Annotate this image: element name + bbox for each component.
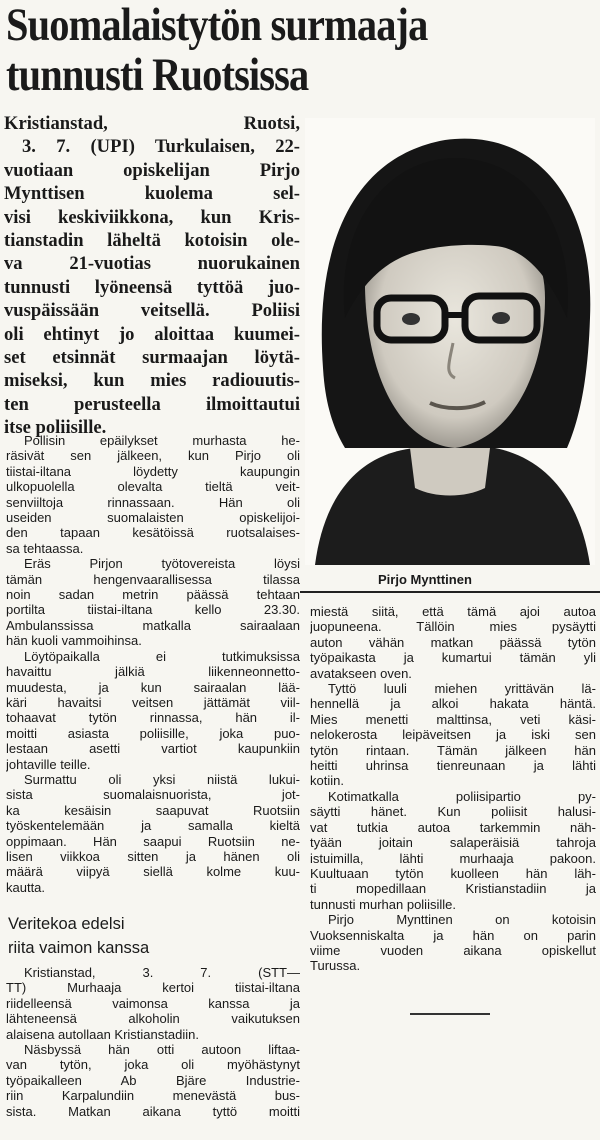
text-line: moitti asiasta poliisille, joka puo- xyxy=(6,725,300,741)
text-line: määrä viipyä siellä kolme kuu- xyxy=(6,864,300,880)
text-line: ka kesäisin saapuvat Ruotsiin xyxy=(6,802,300,818)
headline xyxy=(6,0,513,100)
text-line: TT) Murhaaja kertoi tiistai-iltana xyxy=(6,980,300,996)
text-line: Tyttö luuli miehen yrittävän lä- xyxy=(328,681,596,697)
text-line: tiistai-iltana löydetty kaupungin xyxy=(6,463,300,479)
text-line: Eräs Pirjon työtovereista löysi xyxy=(24,556,300,572)
text-line: tytön rintaan. Tämän jälkeen hän xyxy=(310,742,596,758)
headline-line-1: Suomalaistytön surmaaja xyxy=(6,0,428,51)
text-line: Turussa. xyxy=(310,958,361,974)
portrait-illustration xyxy=(305,118,595,565)
text-line: tyään joitain salaperäisiä tahroja xyxy=(310,835,596,851)
text-line: käri havaitsi veitsen jättämät viil- xyxy=(6,694,300,710)
text-line: tianstadin läheltä kotoisin ole- xyxy=(4,230,300,252)
text-line: sista. Matkan aikana tyttö moitti xyxy=(6,1103,300,1119)
text-line: ten perusteella ilmoittautui xyxy=(4,393,300,415)
text-line: van tytön, joka oli myöhästynyt xyxy=(6,1057,300,1073)
text-line: miestä siitä, että tämä ajoi autoa xyxy=(310,604,596,619)
text-line: nelokerosta leipäveitsen ja iski sen xyxy=(310,727,596,743)
text-line: auton vähän matkan päässä tytön xyxy=(310,634,596,650)
text-line: oli ehtinyt jo aloittaa kuumei- xyxy=(4,323,300,345)
text-line: va 21-vuotias nuorukainen xyxy=(4,253,300,275)
text-line: muudesta, ja kun sairaalan lää- xyxy=(6,679,300,695)
text-line: lestaan asetti vartiot kaupunkiin xyxy=(6,741,300,757)
text-line: alaisena autollaan Kristianstadiin. xyxy=(6,1026,199,1042)
text-line: hän kuoli vammoihinsa. xyxy=(6,633,142,649)
text-line: Löytöpaikalla ei tutkimuksissa xyxy=(24,648,300,664)
text-line: Kristianstad, Ruotsi, xyxy=(4,113,300,134)
right-column xyxy=(310,604,596,974)
portrait-photo xyxy=(305,118,595,565)
text-line: viime vuoden aikana opiskellut xyxy=(310,942,596,958)
text-line: itse poliisille. xyxy=(4,417,107,439)
text-line: sista suomalaisnuorista, jot- xyxy=(6,787,300,803)
text-line: hennellä ja alkoi hakata häntä. xyxy=(310,696,596,712)
text-line: tunnusti murhan poliisille. xyxy=(310,896,456,912)
end-rule xyxy=(410,1013,490,1015)
text-line: Ambulanssissa matkalla sairaalaan xyxy=(6,617,300,633)
text-line: tohaavat tytön rinnassa, hän il- xyxy=(6,710,300,726)
text-line: oppimaan. Hän saapui Ruotsiin ne- xyxy=(6,833,300,849)
text-line: ti mopedillaan Kristianstadiin ja xyxy=(310,881,596,897)
text-line: miseksi, kun mies radiouutis- xyxy=(4,370,300,392)
text-line: riidelleensä vaimonsa kanssa ja xyxy=(6,995,300,1011)
text-line: den tapaan kesätöissä ruotsalaises- xyxy=(6,525,300,541)
subheading xyxy=(8,912,298,960)
text-line: lisen viikkoa sitten ja hänen oli xyxy=(6,848,300,864)
headline-line-2: tunnusti Ruotsissa xyxy=(6,49,309,101)
text-line: Näsbyssä hän otti autoon liftaa- xyxy=(24,1042,300,1058)
text-line: havaittu jälkiä liikenneonnetto- xyxy=(6,664,300,680)
text-line: senviiltoja rinnassaan. Hän oli xyxy=(6,494,300,510)
text-line: vat tutkia autoa tarkemmin näh- xyxy=(310,819,596,835)
text-line: set etsinnät surmaajan löytä- xyxy=(4,347,300,369)
text-line: kautta. xyxy=(6,879,46,895)
text-line: vuotiaan opiskelijan Pirjo xyxy=(4,159,300,181)
text-line: sa tehtaassa. xyxy=(6,540,84,556)
text-line: Mynttisen kuolema sel- xyxy=(4,183,300,205)
text-line: työpaikasta ja kumartui tämän yli xyxy=(310,650,596,666)
text-line: riin Karpalundiin menevästä bus- xyxy=(6,1088,300,1104)
text-line: juopuneena. Tällöin mies pysäytti xyxy=(310,619,596,635)
second-section xyxy=(6,965,300,1119)
text-line: ulkopuolella olevalta tieltä veit- xyxy=(6,479,300,495)
text-line: räsivät sen jälkeen, kun Pirjo oli xyxy=(6,448,300,464)
text-line: työpaikalleen Ab Bjäre Industrie- xyxy=(6,1072,300,1088)
text-line: Kristianstad, 3. 7. (STT— xyxy=(24,965,300,980)
text-line: Pirjo Mynttinen on kotoisin xyxy=(328,912,596,928)
subheading-line-1: Veritekoa edelsi xyxy=(8,915,125,933)
photo-caption: Pirjo Mynttinen xyxy=(378,572,472,587)
text-line: säytti hänet. Kun poliisit halusi- xyxy=(310,804,596,820)
text-line: tämän hengenvaarallisessa tilassa xyxy=(6,571,300,587)
text-line: avatakseen oven. xyxy=(310,665,412,681)
text-line: noin sadan metrin päässä tehtaan xyxy=(6,587,300,603)
text-line: 3. 7. (UPI) Turkulaisen, 22- xyxy=(22,136,300,158)
text-line: visi keskiviikkona, kun Kris- xyxy=(4,206,300,228)
column-divider xyxy=(300,591,600,593)
text-line: istuimilla, lähti murhaaja pakoon. xyxy=(310,850,596,866)
text-line: Vuoksenniskalta ja hän on parin xyxy=(310,927,596,943)
left-column xyxy=(6,433,300,895)
text-line: tunnusti lyöneensä tyttöä juo- xyxy=(4,276,300,298)
text-line: johtaville teille. xyxy=(6,756,91,772)
text-line: useiden suomalaisten opiskelijoi- xyxy=(6,510,300,526)
subheading-line-2: riita vaimon kanssa xyxy=(8,939,150,957)
text-line: Kuultuaan tytön kuolleen hän läh- xyxy=(310,865,596,881)
text-line: portilta tiistai-iltana kello 23.30. xyxy=(6,602,300,618)
text-line: työskentelemään ja samalla kieltä xyxy=(6,818,300,834)
text-line: kotiin. xyxy=(310,773,344,789)
text-line: Surmattu oli yksi niistä lukui- xyxy=(24,771,300,787)
text-line: heitti uhrinsa tienreunaan ja lähti xyxy=(310,758,596,774)
text-line: Mies menetti malttinsa, veti käsi- xyxy=(310,711,596,727)
text-line: Kotimatkalla poliisipartio py- xyxy=(328,788,596,804)
text-line: vuspäissään veitsellä. Poliisi xyxy=(4,300,300,322)
text-line: Pollisin epäilykset murhasta he- xyxy=(24,433,300,448)
lede-paragraph xyxy=(4,112,300,440)
text-line: lähteneensä alkoholin vaikutuksen xyxy=(6,1011,300,1027)
